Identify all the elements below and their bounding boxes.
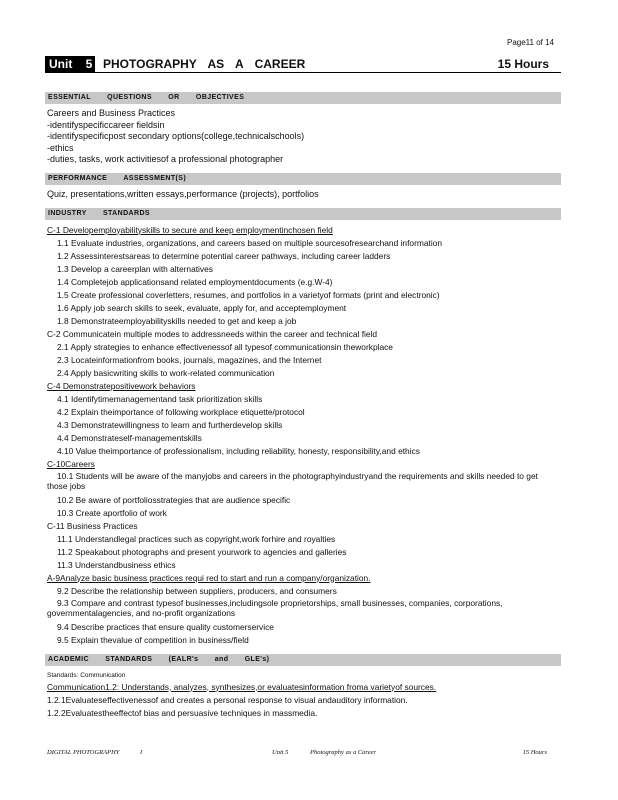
document-body xyxy=(45,88,561,723)
academic-standards-body xyxy=(45,666,561,723)
footer-topic: Photography as a Career xyxy=(310,749,377,756)
footer-course: DIGITAL PHOTOGRAPHY xyxy=(47,749,120,756)
standard-heading: C-11 Business Practices xyxy=(47,520,138,531)
standard-heading: C-2 Communicatein multiple modes to addressneeds within the career and technical field xyxy=(47,328,378,339)
standard-heading: Communication1.2: Understands, analyzes, synthesizes,or evaluatesinformation froma varietyof sources. xyxy=(47,681,437,692)
standard-item: 1.3 Develop a careerplan with alternatives xyxy=(57,263,213,274)
unit-hours: 15 Hours xyxy=(497,57,549,71)
objective-line: -duties, tasks, work activitiesof a professional photographer xyxy=(47,154,284,165)
standard-item: 2.4 Apply basicwriting skills to work-related communication xyxy=(57,367,275,378)
standard-item: 1.2 Assessinterestsareas to determine potential career pathways, including career ladders xyxy=(57,250,391,261)
objective-line: Careers and Business Practices xyxy=(47,108,176,118)
page-footer xyxy=(45,749,561,759)
objective-line: -identifyspecificcareer fieldsin xyxy=(47,119,165,130)
standard-item: 4.10 Value theimportance of professionalism, including reliability, honesty, responsibility,and ethics xyxy=(57,445,420,456)
footer-unit: Unit 5 xyxy=(272,749,289,756)
standard-heading: C-4 Demonstratepositivework behaviors xyxy=(47,380,196,391)
assessment-header: PERFORMANCE ASSESSMENT(S) xyxy=(45,173,561,185)
academic-standards-list xyxy=(47,681,559,720)
standard-item: 10.2 Be aware of portfoliosstrategies that are audience specific xyxy=(57,494,291,505)
standard-item: 4.3 Demonstratewillingness to learn and furtherdevelop skills xyxy=(57,419,283,430)
footer-hours: 15 Hours xyxy=(522,749,547,756)
standard-heading: A-9Analyze basic business practices requi red to start and run a company/organization. xyxy=(47,572,371,583)
standard-item: 1.4 Completejob applicationsand related employmentdocuments (e.g.W-4) xyxy=(57,276,333,287)
assessment-body xyxy=(45,185,561,204)
standard-item: 10.3 Create aportfolio of work xyxy=(57,507,167,518)
standard-item: 1.6 Apply job search skills to seek, evaluate, apply for, and acceptemployment xyxy=(57,302,347,313)
objective-line: -identifyspecificpost secondary options(college,technicalschools) xyxy=(47,131,305,142)
standard-item: 9.5 Explain thevalue of competition in business/field xyxy=(57,634,249,645)
standard-item: 9.2 Describe the relationship between suppliers, producers, and consumers xyxy=(57,585,337,596)
assessment-text: Quiz, presentations,written essays,performance (projects), portfolios xyxy=(47,188,319,199)
academic-sub-heading: Standards: Communication xyxy=(47,671,126,679)
standard-item: 9.4 Describe practices that ensure quality customerservice xyxy=(57,621,274,632)
standard-item: 4.1 Identifytimemanagementand task prioritization skills xyxy=(57,393,263,404)
standard-item: 11.2 Speakabout photographs and present yourwork to agencies and galleries xyxy=(57,546,347,557)
unit-header xyxy=(45,56,561,73)
standard-item: 1.5 Create professional coverletters, resumes, and portfolios in a varietyof formats (print and electronic) xyxy=(57,289,440,300)
industry-standards-list xyxy=(45,220,561,650)
standard-heading: 1.2.1Evaluateseffectivenessof and creates a personal response to visual andauditory information. xyxy=(47,694,408,705)
standard-item: 10.1 Students will be aware of the manyjobs and careers in the photographyindustryand the requirements and skills needed to get those jobs xyxy=(47,470,538,492)
standard-item: 1.1 Evaluate industries, organizations, and careers based on multiple sourcesofresearchand information xyxy=(57,237,443,248)
standard-item: 11.1 Understandlegal practices such as copyright,work forhire and royalties xyxy=(57,533,336,544)
standard-item: 2.1 Apply strategies to enhance effectivenessof all typesof communicationsin theworkplace xyxy=(57,341,393,352)
standard-item: 4.4 Demonstrateself-managementskills xyxy=(57,432,202,443)
footer-level: I xyxy=(140,749,143,756)
standard-item: 9.3 Compare and contrast typesof businesses,includingsole proprietorships, small businesses, companies, corporations, governmentalagencies, and no-profit organizations xyxy=(47,597,503,619)
standard-heading: 1.2.2Evaluatestheeffectof bias and persuasive techniques in massmedia. xyxy=(47,707,318,718)
objectives-header: ESSENTIAL QUESTIONS OR OBJECTIVES xyxy=(45,92,561,104)
objectives-body xyxy=(45,104,561,169)
standard-item: 4.2 Explain theimportance of following workplace etiquette/protocol xyxy=(57,406,305,417)
unit-title: PHOTOGRAPHY AS A CAREER xyxy=(103,57,306,71)
standard-item: 1.8 Demonstrateemployabilityskills needed to get and keep a job xyxy=(57,315,297,326)
academic-standards-header: ACADEMIC STANDARDS (EALR's and GLE's) xyxy=(45,654,561,666)
standard-item: 2.3 Locateinformationfrom books, journals, magazines, and the Internet xyxy=(57,354,322,365)
standard-heading: C-10Careers xyxy=(47,458,95,469)
industry-standards-header: INDUSTRY STANDARDS xyxy=(45,208,561,220)
page-number: Page11 of 14 xyxy=(506,38,554,47)
objective-line: -ethics xyxy=(47,142,74,153)
unit-label: Unit 5 xyxy=(45,56,95,72)
standard-item: 11.3 Understandbusiness ethics xyxy=(57,559,176,570)
standard-heading: C-1 Developemployabilityskills to secure and keep employmentinchosen field xyxy=(47,224,333,235)
